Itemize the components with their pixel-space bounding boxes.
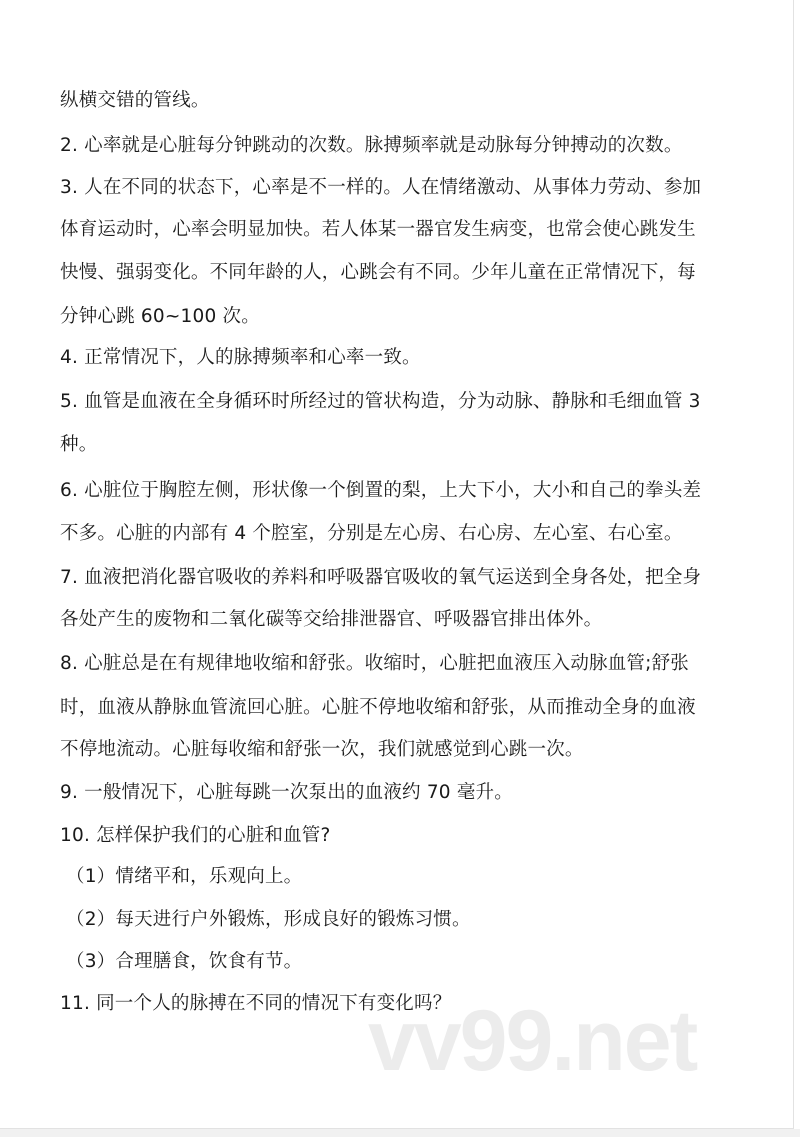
text-line: 不多。心脏的内部有 4 个腔室，分别是左心房、右心房、左心室、右心室。 <box>60 523 683 544</box>
list-item: （3）合理膳食，饮食有节。 <box>66 951 303 972</box>
watermark: vv99.net <box>368 993 697 1089</box>
text-line: 4. 正常情况下，人的脉搏频率和心率一致。 <box>60 347 421 368</box>
text-line: 快慢、强弱变化。不同年龄的人，心跳会有不同。少年儿童在正常情况下，每 <box>60 262 696 283</box>
text-line: 各处产生的废物和二氧化碳等交给排泄器官、呼吸器官排出体外。 <box>60 609 603 630</box>
text-line: 8. 心脏总是在有规律地收缩和舒张。收缩时，心脏把血液压入动脉血管;舒张 <box>60 653 689 674</box>
text-line: 6. 心脏位于胸腔左侧，形状像一个倒置的梨，上大下小，大小和自己的拳头差 <box>60 480 702 501</box>
text-line: 纵横交错的管线。 <box>60 90 210 111</box>
text-line: 3. 人在不同的状态下，心率是不一样的。人在情绪激动、从事体力劳动、参加 <box>60 177 702 198</box>
text-line: 不停地流动。心脏每收缩和舒张一次，我们就感觉到心跳一次。 <box>60 739 584 760</box>
page-bottom-edge <box>0 1129 800 1137</box>
text-line: 10. 怎样保护我们的心脏和血管? <box>60 825 331 846</box>
text-line: 9. 一般情况下，心脏每跳一次泵出的血液约 70 毫升。 <box>60 782 513 803</box>
text-line: 体育运动时，心率会明显加快。若人体某一器官发生病变，也常会使心跳发生 <box>60 219 696 240</box>
text-line: 种。 <box>60 434 98 455</box>
list-item: （2）每天进行户外锻炼，形成良好的锻炼习惯。 <box>66 909 471 930</box>
list-item: （1）情绪平和，乐观向上。 <box>66 866 303 887</box>
text-line: 分钟心跳 60~100 次。 <box>60 306 260 327</box>
text-line: 7. 血液把消化器官吸收的养料和呼吸器官吸收的氧气运送到全身各处，把全身 <box>60 567 702 588</box>
text-line: 2. 心率就是心脏每分钟跳动的次数。脉搏频率就是动脉每分钟搏动的次数。 <box>60 135 683 156</box>
text-line: 时，血液从静脉血管流回心脏。心脏不停地收缩和舒张，从而推动全身的血液 <box>60 697 696 718</box>
text-line: 5. 血管是血液在全身循环时所经过的管状构造，分为动脉、静脉和毛细血管 3 <box>60 391 701 412</box>
text-line: 11. 同一个人的脉搏在不同的情况下有变化吗？ <box>60 993 452 1014</box>
